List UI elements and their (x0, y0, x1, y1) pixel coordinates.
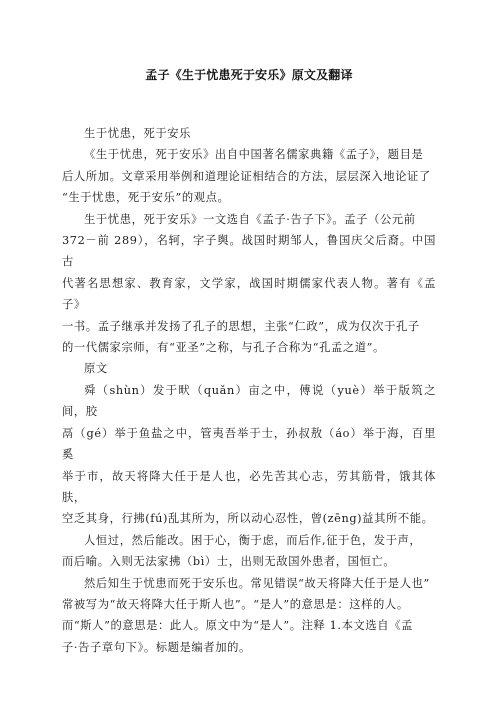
paragraph-notes: 然后知生于忧患而死于安乐也。常见错误“故天将降大任于是人也” 常被写为“故天将降大任于斯人也”。“是人”的意思是：这样的人。 而“斯人”的意思是：此人。原文中为“是人”。注释 1.本文选自《孟 子·告子章句下》。标题是编者加的。 (62, 576, 430, 654)
document-title: 孟子《生于忧患死于安乐》原文及翻译 (145, 68, 353, 82)
paragraph-author: 生于忧患，死于安乐》一文选自《孟子·告子下》。孟子（公元前 372－前 289），名轲，字子舆。战国时期邹人，鲁国庆父后裔。中国古 代著名思想家、教育家，文学家，战国时期儒家代表人物。著有《孟子》 一书。孟子继承并发扬了孔子的思想，主张“仁政”，成为仅次于孔子 的一代儒家宗师，有“亚圣”之称，与孔子合称为“孔孟之道”。 (62, 212, 436, 355)
paragraph-original-1: 舜（shùn）发于畎（quǎn）亩之中，傅说（yuè）举于版筑之间，胶 鬲（gé）举于鱼盐之中，管夷吾举于士，孙叔敖（áo）举于海，百里奚 举于市，故天将降大任于是人也，必先苦其心志，劳其筋骨，饿其体肤， 空乏其身，行拂(fú)乱其所为，所以动心忍性，曾(zēng)益其所不能。 (62, 383, 436, 526)
section-heading-original-text: 原文 (84, 362, 108, 376)
paragraph-subtitle: 生于忧患，死于安乐 (84, 127, 192, 140)
paragraph-intro: 《生于忧患，死于安乐》出自中国著名儒家典籍《孟子》，题目是 后人所加。文章采用举例和道理论证相结合的方法，层层深入地论证了 “生于忧患，死于安乐”的观点。 (62, 148, 431, 205)
paragraph-original-2: 人恒过，然后能改。困于心，衡于虑，而后作,征于色，发于声， 而后喻。入则无法家拂（bì）士，出则无敌国外患者，国恒亡。 (62, 533, 422, 569)
